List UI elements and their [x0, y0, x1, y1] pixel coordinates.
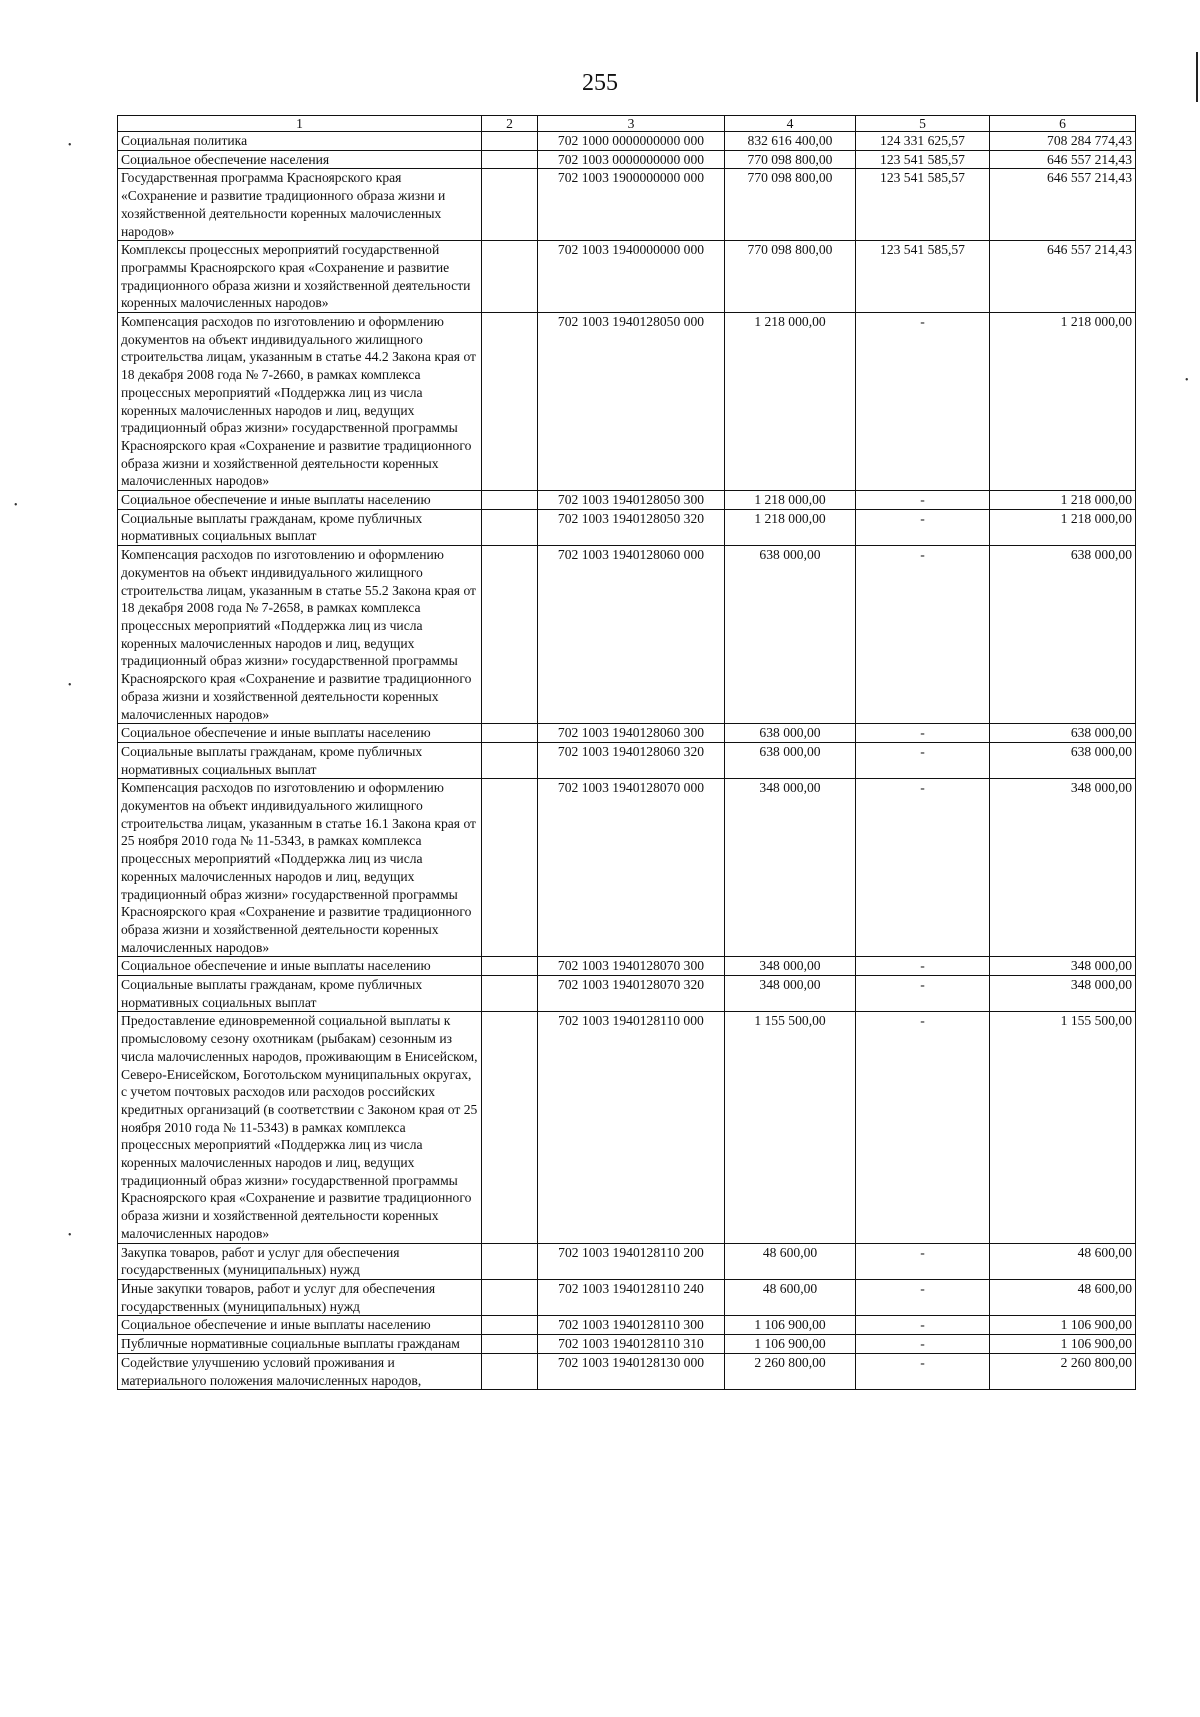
scan-speck: •: [68, 680, 72, 691]
row-code-cell: 702 1003 1940128070 000: [538, 779, 725, 957]
row-balance-cell: 348 000,00: [990, 976, 1136, 1012]
row-name-cell: Компенсация расходов по изготовлению и оформлению документов на объект индивидуального жилищного строительства лицам, указанным в статье 55.2 Закона края от 18 декабря 2008 года № 7-2658, в рамках комплекса процессных мероприятий «Поддержка лиц из числа коренных малочисленных народов и лиц, ведущих традиционный образ жизни» государственной программы Красноярского края «Сохранение и развитие традиционного образа жизни и хозяйственной деятельности коренных малочисленных народов»: [118, 546, 482, 724]
row-col2-cell: [482, 1316, 538, 1335]
row-executed-cell: -: [856, 976, 990, 1012]
row-col2-cell: [482, 779, 538, 957]
row-executed-cell: 124 331 625,57: [856, 132, 990, 151]
row-name-cell: Закупка товаров, работ и услуг для обеспечения государственных (муниципальных) нужд: [118, 1243, 482, 1279]
row-name-cell: Компенсация расходов по изготовлению и оформлению документов на объект индивидуального жилищного строительства лицам, указанным в статье 16.1 Закона края от 25 ноября 2010 года № 11-5343, в рамках комплекса процессных мероприятий «Поддержка лиц из числа коренных малочисленных народов и лиц, ведущих традиционный образ жизни» государственной программы Красноярского края «Сохранение и развитие традиционного образа жизни и хозяйственной деятельности коренных малочисленных народов»: [118, 779, 482, 957]
row-name-cell: Публичные нормативные социальные выплаты гражданам: [118, 1335, 482, 1354]
row-col2-cell: [482, 150, 538, 169]
row-amount-cell: 1 106 900,00: [725, 1335, 856, 1354]
row-code-cell: 702 1003 1940128110 310: [538, 1335, 725, 1354]
table-row: [118, 976, 1136, 1012]
table-row: [118, 169, 1136, 241]
row-col2-cell: [482, 976, 538, 1012]
scan-speck: •: [68, 1230, 72, 1241]
page-number: 255: [582, 70, 618, 96]
row-name-cell: Иные закупки товаров, работ и услуг для обеспечения государственных (муниципальных) нужд: [118, 1280, 482, 1316]
row-executed-cell: -: [856, 546, 990, 724]
table-row: [118, 779, 1136, 957]
row-name-cell: Социальные выплаты гражданам, кроме публичных нормативных социальных выплат: [118, 976, 482, 1012]
row-executed-cell: 123 541 585,57: [856, 241, 990, 313]
row-code-cell: 702 1003 1940128060 300: [538, 724, 725, 743]
row-amount-cell: 348 000,00: [725, 957, 856, 976]
row-code-cell: 702 1003 1940128110 000: [538, 1012, 725, 1243]
row-name-cell: Социальное обеспечение и иные выплаты населению: [118, 724, 482, 743]
row-amount-cell: 1 106 900,00: [725, 1316, 856, 1335]
row-code-cell: 702 1003 1940128110 300: [538, 1316, 725, 1335]
row-code-cell: 702 1003 1940000000 000: [538, 241, 725, 313]
header-cell: 4: [725, 116, 856, 132]
row-amount-cell: 1 218 000,00: [725, 491, 856, 510]
header-cell: 1: [118, 116, 482, 132]
table-row: [118, 150, 1136, 169]
row-col2-cell: [482, 742, 538, 778]
header-row: [118, 116, 1136, 132]
row-col2-cell: [482, 546, 538, 724]
row-amount-cell: 48 600,00: [725, 1280, 856, 1316]
row-col2-cell: [482, 491, 538, 510]
row-code-cell: 702 1003 1940128050 320: [538, 509, 725, 545]
row-name-cell: Социальная политика: [118, 132, 482, 151]
header-cell: 6: [990, 116, 1136, 132]
row-amount-cell: 638 000,00: [725, 724, 856, 743]
scan-speck: •: [68, 140, 72, 151]
row-code-cell: 702 1003 1940128110 240: [538, 1280, 725, 1316]
row-balance-cell: 1 106 900,00: [990, 1316, 1136, 1335]
row-col2-cell: [482, 1353, 538, 1389]
table-row: [118, 1012, 1136, 1243]
table-row: [118, 313, 1136, 491]
row-col2-cell: [482, 957, 538, 976]
row-amount-cell: 2 260 800,00: [725, 1353, 856, 1389]
row-executed-cell: -: [856, 313, 990, 491]
row-amount-cell: 770 098 800,00: [725, 241, 856, 313]
row-amount-cell: 1 218 000,00: [725, 313, 856, 491]
row-name-cell: Содействие улучшению условий проживания и материального положения малочисленных народов,: [118, 1353, 482, 1389]
row-balance-cell: 1 106 900,00: [990, 1335, 1136, 1354]
row-balance-cell: 48 600,00: [990, 1243, 1136, 1279]
row-executed-cell: -: [856, 1353, 990, 1389]
row-amount-cell: 1 218 000,00: [725, 509, 856, 545]
table-row: [118, 1316, 1136, 1335]
row-executed-cell: -: [856, 1316, 990, 1335]
row-amount-cell: 638 000,00: [725, 546, 856, 724]
row-executed-cell: -: [856, 957, 990, 976]
row-balance-cell: 48 600,00: [990, 1280, 1136, 1316]
row-executed-cell: -: [856, 1335, 990, 1354]
table-row: [118, 241, 1136, 313]
row-col2-cell: [482, 313, 538, 491]
table-row: [118, 742, 1136, 778]
row-amount-cell: 770 098 800,00: [725, 169, 856, 241]
row-balance-cell: 2 260 800,00: [990, 1353, 1136, 1389]
row-code-cell: 702 1003 1940128070 300: [538, 957, 725, 976]
row-balance-cell: 638 000,00: [990, 546, 1136, 724]
row-amount-cell: 638 000,00: [725, 742, 856, 778]
row-executed-cell: -: [856, 779, 990, 957]
row-code-cell: 702 1003 1900000000 000: [538, 169, 725, 241]
row-col2-cell: [482, 241, 538, 313]
row-amount-cell: 348 000,00: [725, 976, 856, 1012]
row-executed-cell: -: [856, 742, 990, 778]
row-name-cell: Предоставление единовременной социальной выплаты к промысловому сезону охотникам (рыбакам) сезонным из числа малочисленных народов, проживающим в Енисейском, Северо-Енисейском, Боготольском муниципальных округах, с учетом почтовых расходов или расходов российских кредитных организаций (в соответствии с Законом края от 25 ноября 2010 года № 11-5343) в рамках комплекса процессных мероприятий «Поддержка лиц из числа коренных малочисленных народов и лиц, ведущих традиционный образ жизни» государственной программы Красноярского края «Сохранение и развитие традиционного образа жизни и хозяйственной деятельности коренных малочисленных народов»: [118, 1012, 482, 1243]
table-row: [118, 132, 1136, 151]
row-amount-cell: 48 600,00: [725, 1243, 856, 1279]
row-balance-cell: 638 000,00: [990, 724, 1136, 743]
row-amount-cell: 832 616 400,00: [725, 132, 856, 151]
row-col2-cell: [482, 1012, 538, 1243]
budget-table: [117, 115, 1136, 1390]
row-balance-cell: 638 000,00: [990, 742, 1136, 778]
row-col2-cell: [482, 1280, 538, 1316]
row-balance-cell: 1 218 000,00: [990, 491, 1136, 510]
table-row: [118, 1280, 1136, 1316]
row-executed-cell: -: [856, 724, 990, 743]
row-code-cell: 702 1003 1940128050 000: [538, 313, 725, 491]
row-balance-cell: 646 557 214,43: [990, 241, 1136, 313]
row-code-cell: 702 1003 1940128060 000: [538, 546, 725, 724]
row-executed-cell: -: [856, 491, 990, 510]
table-row: [118, 546, 1136, 724]
row-code-cell: 702 1000 0000000000 000: [538, 132, 725, 151]
row-executed-cell: -: [856, 1012, 990, 1243]
row-executed-cell: -: [856, 509, 990, 545]
scan-speck: •: [14, 500, 18, 511]
table-header: [118, 116, 1136, 132]
row-balance-cell: 348 000,00: [990, 957, 1136, 976]
row-name-cell: Социальное обеспечение населения: [118, 150, 482, 169]
row-balance-cell: 1 218 000,00: [990, 509, 1136, 545]
row-executed-cell: 123 541 585,57: [856, 169, 990, 241]
row-balance-cell: 348 000,00: [990, 779, 1136, 957]
row-executed-cell: 123 541 585,57: [856, 150, 990, 169]
scan-speck: •: [1185, 375, 1189, 386]
header-cell: 2: [482, 116, 538, 132]
row-col2-cell: [482, 132, 538, 151]
row-balance-cell: 1 155 500,00: [990, 1012, 1136, 1243]
row-code-cell: 702 1003 0000000000 000: [538, 150, 725, 169]
row-code-cell: 702 1003 1940128070 320: [538, 976, 725, 1012]
row-col2-cell: [482, 724, 538, 743]
row-name-cell: Социальное обеспечение и иные выплаты населению: [118, 1316, 482, 1335]
row-name-cell: Государственная программа Красноярского края «Сохранение и развитие традиционного образа жизни и хозяйственной деятельности коренных малочисленных народов»: [118, 169, 482, 241]
table-row: [118, 724, 1136, 743]
row-name-cell: Социальные выплаты гражданам, кроме публичных нормативных социальных выплат: [118, 509, 482, 545]
row-name-cell: Компенсация расходов по изготовлению и оформлению документов на объект индивидуального жилищного строительства лицам, указанным в статье 44.2 Закона края от 18 декабря 2008 года № 7-2660, в рамках комплекса процессных мероприятий «Поддержка лиц из числа коренных малочисленных народов и лиц, ведущих традиционный образ жизни» государственной программы Красноярского края «Сохранение и развитие традиционного образа жизни и хозяйственной деятельности коренных малочисленных народов»: [118, 313, 482, 491]
row-code-cell: 702 1003 1940128110 200: [538, 1243, 725, 1279]
header-cell: 3: [538, 116, 725, 132]
row-code-cell: 702 1003 1940128060 320: [538, 742, 725, 778]
row-balance-cell: 646 557 214,43: [990, 169, 1136, 241]
row-amount-cell: 348 000,00: [725, 779, 856, 957]
row-executed-cell: -: [856, 1280, 990, 1316]
table-row: [118, 491, 1136, 510]
table-body: [118, 132, 1136, 1390]
header-cell: 5: [856, 116, 990, 132]
table-row: [118, 1243, 1136, 1279]
row-code-cell: 702 1003 1940128050 300: [538, 491, 725, 510]
table-row: [118, 1335, 1136, 1354]
table-row: [118, 957, 1136, 976]
row-name-cell: Комплексы процессных мероприятий государственной программы Красноярского края «Сохранение и развитие традиционного образа жизни и хозяйственной деятельности коренных малочисленных народов»: [118, 241, 482, 313]
row-col2-cell: [482, 1243, 538, 1279]
row-col2-cell: [482, 509, 538, 545]
row-name-cell: Социальное обеспечение и иные выплаты населению: [118, 491, 482, 510]
row-name-cell: Социальные выплаты гражданам, кроме публичных нормативных социальных выплат: [118, 742, 482, 778]
row-amount-cell: 1 155 500,00: [725, 1012, 856, 1243]
table-row: [118, 1353, 1136, 1389]
row-code-cell: 702 1003 1940128130 000: [538, 1353, 725, 1389]
row-balance-cell: 646 557 214,43: [990, 150, 1136, 169]
row-balance-cell: 1 218 000,00: [990, 313, 1136, 491]
row-executed-cell: -: [856, 1243, 990, 1279]
row-balance-cell: 708 284 774,43: [990, 132, 1136, 151]
table-row: [118, 509, 1136, 545]
row-amount-cell: 770 098 800,00: [725, 150, 856, 169]
row-col2-cell: [482, 169, 538, 241]
row-col2-cell: [482, 1335, 538, 1354]
row-name-cell: Социальное обеспечение и иные выплаты населению: [118, 957, 482, 976]
